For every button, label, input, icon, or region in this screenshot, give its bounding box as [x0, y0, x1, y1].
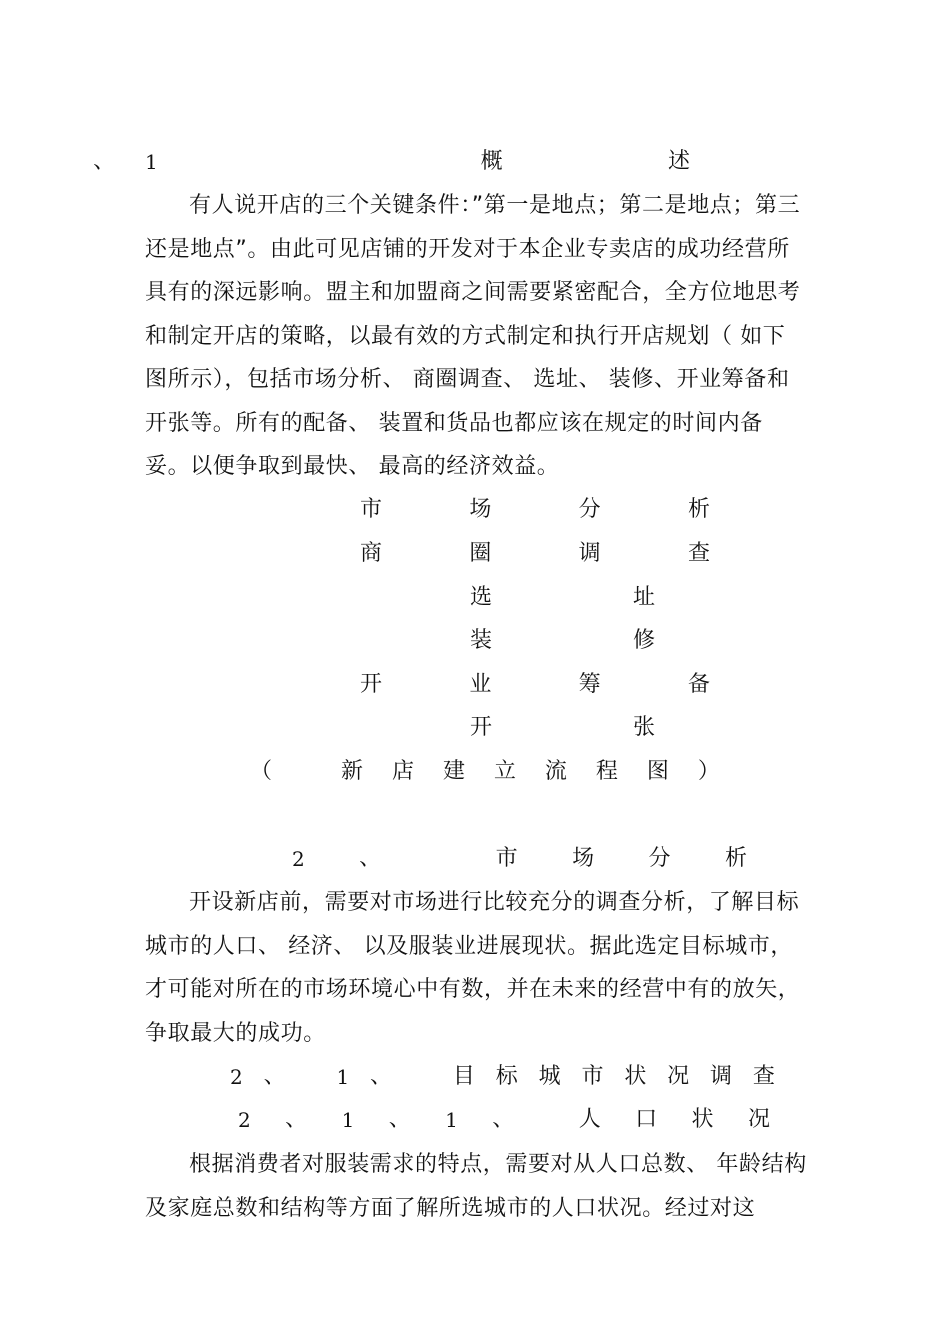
caption-char: 建: [442, 759, 465, 784]
heading-sep: 、: [492, 1107, 515, 1132]
heading-char: 市: [495, 846, 518, 871]
heading-number: 1: [445, 1108, 458, 1132]
heading-sep: 、: [263, 1064, 286, 1089]
heading-char: 城: [538, 1064, 561, 1089]
caption-char: 立: [493, 759, 516, 784]
flow-step: [470, 706, 655, 750]
heading-sep: 、: [285, 1107, 308, 1132]
flow-char: 场: [469, 497, 492, 522]
flow-step: [470, 576, 655, 620]
caption-char: 图: [646, 759, 669, 784]
flow-step: [360, 532, 710, 576]
heading-char: 概: [480, 149, 503, 174]
flow-char: 备: [687, 672, 710, 697]
heading-char: 状: [624, 1064, 647, 1089]
caption-char: 店: [391, 759, 414, 784]
caption-char: ）: [697, 759, 720, 784]
heading-char: 状: [691, 1107, 714, 1132]
heading-number: 1: [341, 1108, 355, 1132]
section-2-heading: [292, 837, 747, 881]
heading-char: 调: [710, 1064, 733, 1089]
market-analysis-text: 开设新店前，需要对市场进行比较充分的调查分析，了解目标城市的人口、 经济、 以及服装业进展现状。据此选定目标城市，才可能对所在的市场环境心中有数，并在未来的经营中有的放矢，争取最大的成功。: [145, 890, 801, 1046]
caption-char: 流: [544, 759, 567, 784]
market-analysis-paragraph: [145, 881, 807, 1055]
flow-char: 业: [469, 672, 492, 697]
heading-char: 查: [752, 1064, 775, 1089]
flow-char: 查: [687, 541, 710, 566]
heading-number: 2: [292, 847, 305, 871]
flow-char: 装: [470, 628, 493, 653]
flow-char: 析: [687, 497, 710, 522]
flow-char: 圈: [469, 541, 492, 566]
heading-char: 分: [648, 846, 671, 871]
heading-char: 析: [724, 846, 747, 871]
section-1-heading: [93, 140, 690, 184]
heading-char: 况: [667, 1064, 690, 1089]
heading-char: 市: [581, 1064, 604, 1089]
flow-char: 开: [470, 715, 493, 740]
heading-number: 2: [238, 1108, 251, 1132]
heading-char: 况: [747, 1107, 770, 1132]
heading-number: 2: [230, 1065, 243, 1089]
heading-sep: 、: [359, 846, 382, 871]
subsection-2-1-heading: [230, 1055, 775, 1099]
heading-char: 人: [578, 1107, 601, 1132]
flow-step: [360, 663, 710, 707]
subsection-2-1-1-heading: [238, 1098, 770, 1142]
flow-step: [360, 488, 710, 532]
heading-number: 1: [145, 150, 158, 174]
caption-char: 新: [340, 759, 363, 784]
flow-char: 筹: [578, 672, 601, 697]
flow-char: 商: [360, 541, 383, 566]
caption-char: （: [250, 759, 273, 784]
flow-char: 分: [578, 497, 601, 522]
population-paragraph: [145, 1143, 807, 1230]
flow-char: 调: [578, 541, 601, 566]
heading-char: 口: [635, 1107, 658, 1132]
heading-number: 1: [336, 1065, 350, 1089]
flow-char: 市: [360, 497, 383, 522]
flow-step: [470, 619, 655, 663]
heading-sep: 、: [93, 149, 116, 174]
flow-char: 选: [470, 585, 493, 610]
flow-char: 址: [632, 585, 655, 610]
heading-char: 标: [495, 1064, 518, 1089]
heading-sep: 、: [388, 1107, 411, 1132]
intro-paragraph: [145, 184, 807, 489]
flow-char: 修: [632, 628, 655, 653]
population-paragraph-text: 根据消费者对服装需求的特点，需要对从人口总数、 年龄结构及家庭总数和结构等方面了解所选城市的人口状况。经过对这: [145, 1152, 807, 1221]
heading-char: 场: [572, 846, 595, 871]
intro-paragraph-text: 有人说开店的三个关键条件：”第一是地点；第二是地点；第三还是地点”。由此可见店铺的开发对于本企业专卖店的成功经营所具有的深远影响。盟主和加盟商之间需要紧密配合，全方位地思考和制定开店的策略，以最有效的方式制定和执行开店规划（ 如下图所示），包括市场分析、 商圈调查、 选址、 装修、开业筹备和开张等。所有的配备、 装置和货品也都应该在规定的时间内备妥。以便争取到最快、 最高的经济效益。: [145, 193, 801, 479]
heading-char: 目: [452, 1064, 475, 1089]
flowchart-caption: [250, 750, 720, 794]
flow-char: 张: [632, 715, 655, 740]
heading-char: 述: [667, 149, 690, 174]
flow-char: 开: [360, 672, 383, 697]
heading-sep: 、: [370, 1064, 393, 1089]
caption-char: 程: [595, 759, 618, 784]
